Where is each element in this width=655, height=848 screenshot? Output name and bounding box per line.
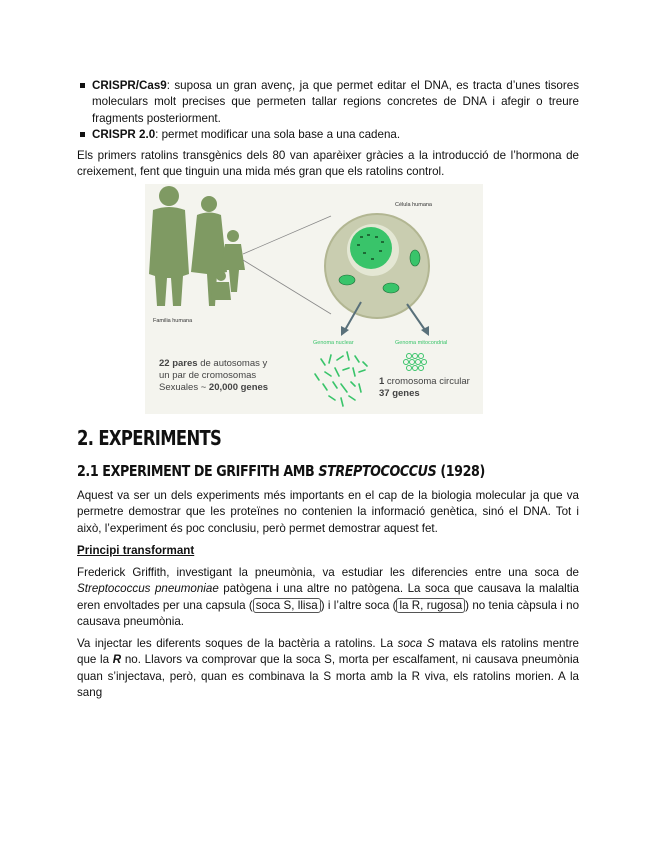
svg-text:Genoma mitocondrial: Genoma mitocondrial xyxy=(395,340,448,346)
human-cell-icon xyxy=(325,214,429,318)
svg-text:Familia humana: Familia humana xyxy=(153,318,193,324)
svg-text:1 cromosoma circular: 1 cromosoma circular xyxy=(379,376,470,387)
paragraph-griffith: Frederick Griffith, investigant la pneumònia, va estudiar les diferencies entre una soca de Streptococcus pneumoniae patògena i una altre no patògena. La soca que causava la malaltia eren envoltades per una capsula ( soca S, llisa ) i l’altre soca ( la R, rugosa ) no tenia càpsula i no causava pneumònia. xyxy=(77,566,580,628)
paragraph-intro: Aquest va ser un dels experiments més importants en el cap de la biologia molecular ja que va permetre demostrar que les proteïnes no contenien la informació genètica, sinó el DNA. Tot i això, l’experiment és poc conclusiu, però permet demostrar aquest fet. xyxy=(77,489,579,535)
paragraph-injectar: Va injectar les diferents soques de la bactèria a ratolins. La soca S matava els ratolins mentre que la R no. Llavors va comprovar que la soca S, morta per escalfament, ni causava pneumònia quan s’injectava, però, quan es combinava la S morta amb la R viva, els ratolins morien. A la sang xyxy=(77,637,579,699)
list-item: CRISPR 2.0: permet modificar una sola base a una cadena. xyxy=(77,127,579,143)
svg-text:22 pares de autosomas y: 22 pares de autosomas y xyxy=(159,358,268,369)
svg-text:Sexuales ~ 20,000 genes: Sexuales ~ 20,000 genes xyxy=(159,382,269,393)
paragraph-ratolins: Els primers ratolins transgènics dels 80 van aparèixer gràcies a la introducció de l’hormona de creixement, fent que tinguin una mida més gran que els ratolins control. xyxy=(77,149,579,179)
svg-text:un par de cromosomas: un par de cromosomas xyxy=(159,370,257,381)
svg-text:Célula humana: Célula humana xyxy=(395,202,432,208)
section-heading: 2. EXPERIMENTS xyxy=(77,426,222,450)
principle-heading: Principi transformant xyxy=(77,544,195,557)
list-item: CRISPR/Cas9: suposa un gran avenç, ja que permet editar el DNA, es tracta d’unes tisores moleculars molt precises que permeten tallar regions concretes de DNA i afegir o treure fragments posteriorment. xyxy=(77,78,579,127)
subsection-heading: 2.1 EXPERIMENT DE GRIFFITH AMB STREPTOCOCCUS (1928) xyxy=(77,462,485,480)
svg-text:37 genes: 37 genes xyxy=(379,388,420,399)
crispr-list xyxy=(77,78,579,143)
genome-figure xyxy=(145,184,483,414)
svg-text:Genoma nuclear: Genoma nuclear xyxy=(313,340,354,346)
